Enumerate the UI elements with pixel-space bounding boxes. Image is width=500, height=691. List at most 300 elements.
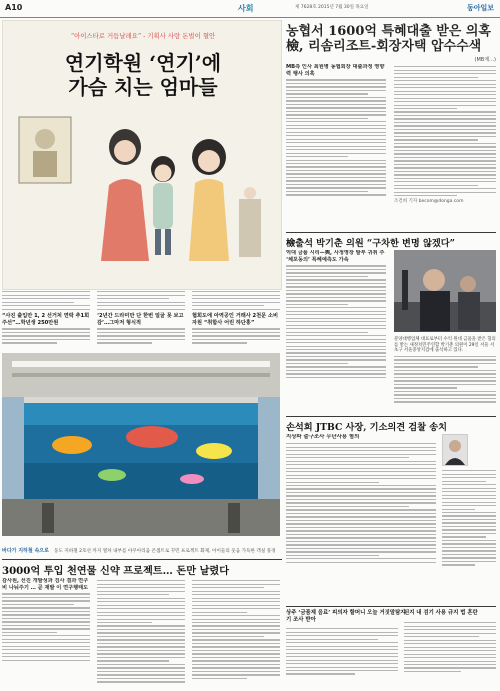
text-line	[286, 660, 398, 661]
text-line	[286, 135, 386, 136]
brief-1-body	[286, 626, 398, 688]
text-line	[2, 653, 90, 654]
text-line	[394, 401, 496, 402]
text-line	[2, 302, 74, 303]
text-line	[286, 307, 386, 308]
text-line	[97, 681, 185, 682]
text-line	[404, 640, 496, 641]
text-line	[97, 584, 185, 585]
text-line	[97, 591, 185, 592]
text-line	[286, 502, 436, 503]
text-line	[404, 654, 496, 655]
text-line	[442, 529, 496, 530]
text-line	[404, 626, 496, 627]
lawmaker-photo	[394, 250, 496, 332]
anchor-headshot	[442, 434, 468, 466]
text-line	[286, 166, 386, 167]
text-line	[394, 373, 496, 374]
text-line	[442, 515, 496, 516]
text-line	[442, 481, 486, 482]
text-line	[442, 474, 496, 475]
text-line	[394, 384, 496, 385]
text-line	[286, 279, 386, 280]
text-line	[97, 332, 185, 333]
text-line	[404, 661, 496, 662]
text-line	[286, 286, 386, 287]
text-line	[394, 122, 496, 123]
text-line	[97, 632, 185, 633]
text-line	[286, 314, 386, 315]
text-line	[286, 478, 436, 479]
text-line	[286, 335, 386, 336]
text-line	[192, 335, 280, 336]
right-mid-photo-caption: 분양대행업체 대표로부터 수억 원대 금품을 받은 혐의를 받는 새정치민주연합 박기춘 의원이 29일 서울 서초구 서울중앙지검에 출석하고 있다.	[394, 337, 496, 354]
text-line	[394, 66, 496, 67]
text-line	[286, 149, 386, 150]
text-line	[192, 667, 280, 668]
text-line	[286, 485, 436, 486]
text-line	[286, 118, 368, 119]
text-line	[2, 600, 90, 601]
text-line	[394, 377, 496, 378]
text-line	[192, 295, 280, 296]
text-line	[286, 663, 398, 664]
text-line	[97, 667, 185, 668]
text-line	[286, 457, 409, 458]
text-line	[286, 293, 386, 294]
text-line	[442, 505, 496, 506]
subway-photo-graphic	[2, 353, 280, 536]
text-line	[404, 629, 496, 630]
text-line	[286, 454, 436, 455]
right-top-lead: MB측 인사 최원병 농협회장 대출과정 영향력 행사 의혹	[286, 64, 385, 77]
text-line	[286, 125, 386, 126]
text-line	[2, 339, 90, 340]
text-line	[404, 664, 496, 665]
text-line	[442, 509, 475, 510]
text-line	[97, 671, 185, 672]
text-line	[394, 363, 496, 364]
text-line	[286, 146, 386, 147]
text-line	[286, 527, 436, 528]
feature-article	[2, 20, 282, 290]
right-top-column-2	[394, 64, 496, 232]
text-line	[286, 349, 386, 350]
text-line	[286, 191, 368, 192]
text-line	[97, 646, 185, 647]
text-line	[97, 639, 185, 640]
text-line	[286, 492, 436, 493]
text-line	[286, 153, 386, 154]
text-line	[394, 167, 496, 168]
photo-caption-title: 바다가 지하철 속으로	[2, 548, 49, 554]
text-line	[394, 108, 457, 109]
text-line	[286, 297, 386, 298]
text-line	[192, 639, 280, 640]
text-line	[192, 302, 280, 303]
text-line	[286, 104, 386, 105]
text-line	[394, 73, 496, 74]
text-line	[286, 194, 386, 195]
text-line	[97, 619, 185, 620]
text-line	[2, 328, 90, 329]
text-line	[442, 512, 496, 513]
text-line	[286, 443, 436, 444]
text-line	[442, 561, 496, 562]
text-line	[442, 540, 496, 541]
text-line	[286, 332, 368, 333]
text-line	[404, 633, 496, 634]
text-line	[97, 657, 185, 658]
feature-title	[48, 51, 238, 99]
text-line	[286, 128, 386, 129]
text-line	[286, 173, 386, 174]
text-line	[442, 470, 496, 471]
text-line	[97, 653, 185, 654]
feature-subhead-3: 협회도에 아역공인 거래사 2천문 소비자원 “취합사 어린 하단홍”	[192, 312, 279, 326]
text-line	[2, 660, 90, 661]
brief-headline-2: 된지 내 검기 사용 규지 법 혼란	[404, 610, 478, 616]
issue-date: 제 7628호 2015년 7월 30일 목요일	[295, 5, 369, 10]
text-line	[2, 335, 90, 336]
text-line	[394, 146, 496, 147]
text-line	[286, 673, 355, 674]
text-line	[192, 650, 280, 651]
bottom-column-3	[192, 578, 280, 688]
photo-caption	[2, 537, 280, 557]
text-line	[394, 178, 496, 179]
text-line	[286, 359, 386, 360]
text-line	[394, 160, 496, 161]
text-line	[97, 674, 185, 675]
text-line	[286, 107, 386, 108]
right-top-headline-line1: 농협서 1600억 특혜대출 받은 의혹	[286, 24, 491, 39]
right-top-column-1	[286, 64, 386, 232]
text-line	[286, 450, 436, 451]
text-line	[286, 93, 368, 94]
text-line	[394, 394, 496, 395]
right-low-lead: 지상파 출구조사 무단사용 혐의	[286, 434, 360, 440]
text-line	[286, 558, 436, 559]
text-line	[286, 468, 436, 469]
text-line	[394, 174, 496, 175]
text-line	[97, 598, 185, 599]
feature-subhead-2: ‘2년간 드라미만 단 한번 얼굴 못 보고 감’…그마저 형식적	[97, 312, 184, 326]
text-line	[192, 643, 280, 644]
text-line	[192, 622, 280, 623]
text-line	[286, 366, 386, 367]
text-line	[192, 328, 280, 329]
text-line	[286, 516, 436, 517]
text-line	[192, 653, 280, 654]
text-line	[394, 125, 496, 126]
text-line	[97, 622, 152, 623]
text-line	[394, 366, 478, 367]
text-line	[97, 302, 185, 303]
text-line	[286, 499, 436, 500]
text-line	[286, 534, 436, 535]
text-line	[286, 97, 386, 98]
text-line	[394, 70, 496, 71]
text-line	[286, 325, 386, 326]
text-line	[394, 84, 496, 85]
text-line	[192, 615, 280, 616]
text-line	[286, 649, 398, 650]
text-line	[442, 550, 496, 551]
text-line	[192, 608, 280, 609]
text-line	[97, 328, 185, 329]
text-line	[286, 506, 409, 507]
divider	[2, 559, 282, 560]
text-line	[394, 370, 496, 371]
brief-2-body	[404, 620, 496, 688]
text-line	[192, 298, 280, 299]
text-line	[192, 305, 264, 306]
feature-column-2	[97, 289, 185, 352]
text-line	[97, 629, 185, 630]
text-line	[192, 612, 247, 613]
text-line	[394, 181, 496, 182]
text-line	[192, 625, 280, 626]
text-line	[286, 177, 386, 178]
text-line	[286, 639, 378, 640]
text-line	[192, 678, 247, 679]
text-line	[192, 619, 280, 620]
text-line	[2, 646, 90, 647]
text-line	[286, 635, 398, 636]
text-line	[286, 276, 368, 277]
text-line	[286, 482, 379, 483]
text-line	[442, 502, 496, 503]
text-line	[394, 195, 457, 196]
feature-body	[2, 289, 280, 352]
text-line	[394, 91, 496, 92]
text-line	[192, 342, 247, 343]
text-line	[286, 311, 386, 312]
text-line	[394, 118, 496, 119]
text-line	[286, 265, 386, 266]
text-line	[97, 580, 185, 581]
text-line	[286, 373, 386, 374]
text-line	[394, 157, 496, 158]
text-line	[442, 526, 496, 527]
feature-title-line1: 연기학원 ‘연기’에	[64, 51, 222, 75]
text-line	[286, 548, 436, 549]
text-line	[97, 309, 185, 310]
text-line	[97, 612, 185, 613]
text-line	[2, 618, 90, 619]
text-line	[97, 339, 185, 340]
text-line	[404, 636, 479, 637]
text-line	[286, 670, 398, 671]
text-line	[97, 660, 169, 661]
text-line	[442, 477, 496, 478]
right-mid-column-1	[286, 250, 386, 415]
text-line	[97, 650, 185, 651]
text-line	[286, 114, 386, 115]
text-line	[286, 370, 386, 371]
text-line	[192, 605, 280, 606]
text-line	[286, 121, 386, 122]
text-line	[192, 601, 280, 602]
text-line	[192, 332, 280, 333]
text-line	[286, 555, 379, 556]
text-line	[192, 594, 280, 595]
text-line	[192, 309, 280, 310]
text-line	[97, 664, 185, 665]
text-line	[394, 185, 478, 186]
text-line	[286, 304, 348, 305]
text-line	[442, 533, 496, 534]
text-line	[394, 192, 496, 193]
right-top-sub: (MB계…)	[474, 57, 496, 63]
text-line	[97, 291, 185, 292]
text-line	[286, 156, 348, 157]
section-title: 사회	[238, 4, 254, 13]
text-line	[286, 339, 386, 340]
right-mid-headline: 檢출석 박기춘 의원 “구차한 변명 않겠다”	[286, 238, 455, 249]
bottom-lead: 감사원, 선진 개발성과 검사 결과 연구비 나눠주기 … 곧 재발 이 연구행태도	[2, 578, 89, 591]
text-line	[192, 339, 280, 340]
text-line	[97, 605, 185, 606]
family-illustration	[13, 111, 271, 261]
text-line	[286, 471, 436, 472]
text-line	[404, 650, 496, 651]
text-line	[286, 523, 436, 524]
text-line	[286, 642, 398, 643]
text-line	[2, 342, 57, 343]
feature-title-line2: 가슴 치는 엄마들	[68, 75, 218, 99]
right-mid-column-2	[394, 250, 496, 415]
text-line	[394, 171, 496, 172]
text-line	[2, 291, 90, 292]
right-mid-lead: 억대 금품 시리—輿, 사정영장 발부 귀취 주 ‘체포동의’ 특혜예측도 가속	[286, 250, 385, 263]
text-line	[286, 356, 386, 357]
newspaper-logo: 동아일보	[466, 4, 494, 12]
text-line	[442, 495, 496, 496]
text-line	[394, 391, 496, 392]
text-line	[286, 269, 386, 270]
bottom-headline: 3000억 투입 천연물 신약 프로젝트… 돈만 날렸다	[2, 565, 230, 577]
text-line	[2, 604, 74, 605]
text-line	[97, 615, 185, 616]
text-line	[394, 398, 496, 399]
text-line	[286, 283, 386, 284]
text-line	[192, 580, 280, 581]
text-line	[286, 632, 398, 633]
text-line	[2, 593, 90, 594]
divider	[286, 232, 496, 233]
text-line	[286, 86, 386, 87]
text-line	[286, 520, 436, 521]
text-line	[286, 139, 386, 140]
text-line	[286, 363, 348, 364]
text-line	[97, 608, 185, 609]
text-line	[192, 291, 280, 292]
text-line	[97, 587, 185, 588]
text-line	[97, 298, 169, 299]
text-line	[2, 295, 90, 296]
right-low-headline: 손석희 JTBC 사장, 기소의견 검찰 송치	[286, 422, 447, 433]
feature-column-1	[2, 289, 90, 352]
text-line	[404, 657, 496, 658]
text-line	[97, 594, 169, 595]
text-line	[192, 636, 264, 637]
text-line	[2, 305, 90, 306]
text-line	[394, 77, 478, 78]
text-line	[286, 321, 386, 322]
text-line	[394, 98, 496, 99]
text-line	[286, 290, 386, 291]
feature-column-3	[192, 289, 280, 352]
text-line	[286, 352, 386, 353]
text-line	[97, 335, 185, 336]
text-line	[394, 87, 496, 88]
text-line	[2, 298, 90, 299]
text-line	[97, 295, 185, 296]
text-line	[97, 678, 185, 679]
text-line	[97, 643, 185, 644]
feature-quote: “아이스타로 거듭날래요” - 기획사 사랑 돈벌이 혈안	[70, 32, 216, 40]
bottom-column-2	[97, 578, 185, 688]
text-line	[192, 660, 280, 661]
text-line	[192, 671, 280, 672]
right-top-headline-line2: 檢, 리솜리조트-회장자택 압수수색	[286, 39, 482, 54]
text-line	[286, 541, 436, 542]
text-line	[394, 115, 496, 116]
text-line	[442, 522, 496, 523]
text-line	[442, 484, 496, 485]
text-line	[286, 509, 436, 510]
brief-headline-1: 상주 ‘금품제 음료’ 피의자 할머니 오늘 거짓말탐지기 조사 받아	[286, 610, 406, 623]
text-line	[2, 628, 90, 629]
text-line	[286, 100, 386, 101]
text-line	[2, 656, 90, 657]
subway-aquarium-photo	[2, 353, 280, 536]
text-line	[2, 332, 90, 333]
text-line	[192, 587, 264, 588]
text-line	[192, 632, 280, 633]
text-line	[286, 562, 436, 563]
text-line	[442, 498, 496, 499]
text-line	[394, 105, 496, 106]
text-line	[286, 160, 386, 161]
text-line	[97, 601, 185, 602]
text-line	[286, 346, 386, 347]
text-line	[286, 318, 386, 319]
text-line	[404, 667, 496, 668]
text-line	[286, 184, 386, 185]
text-line	[286, 464, 436, 465]
text-line	[442, 491, 496, 492]
headshot-graphic	[443, 435, 467, 465]
text-line	[442, 557, 496, 558]
text-line	[286, 628, 398, 629]
text-line	[286, 300, 386, 301]
text-line	[97, 305, 185, 306]
text-line	[394, 359, 496, 360]
text-line	[394, 80, 496, 81]
text-line	[394, 101, 496, 102]
text-line	[192, 591, 280, 592]
text-line	[394, 150, 496, 151]
text-line	[442, 536, 486, 537]
text-line	[286, 544, 436, 545]
text-line	[394, 387, 457, 388]
text-line	[2, 597, 90, 598]
text-line	[192, 674, 280, 675]
text-line	[286, 272, 386, 273]
